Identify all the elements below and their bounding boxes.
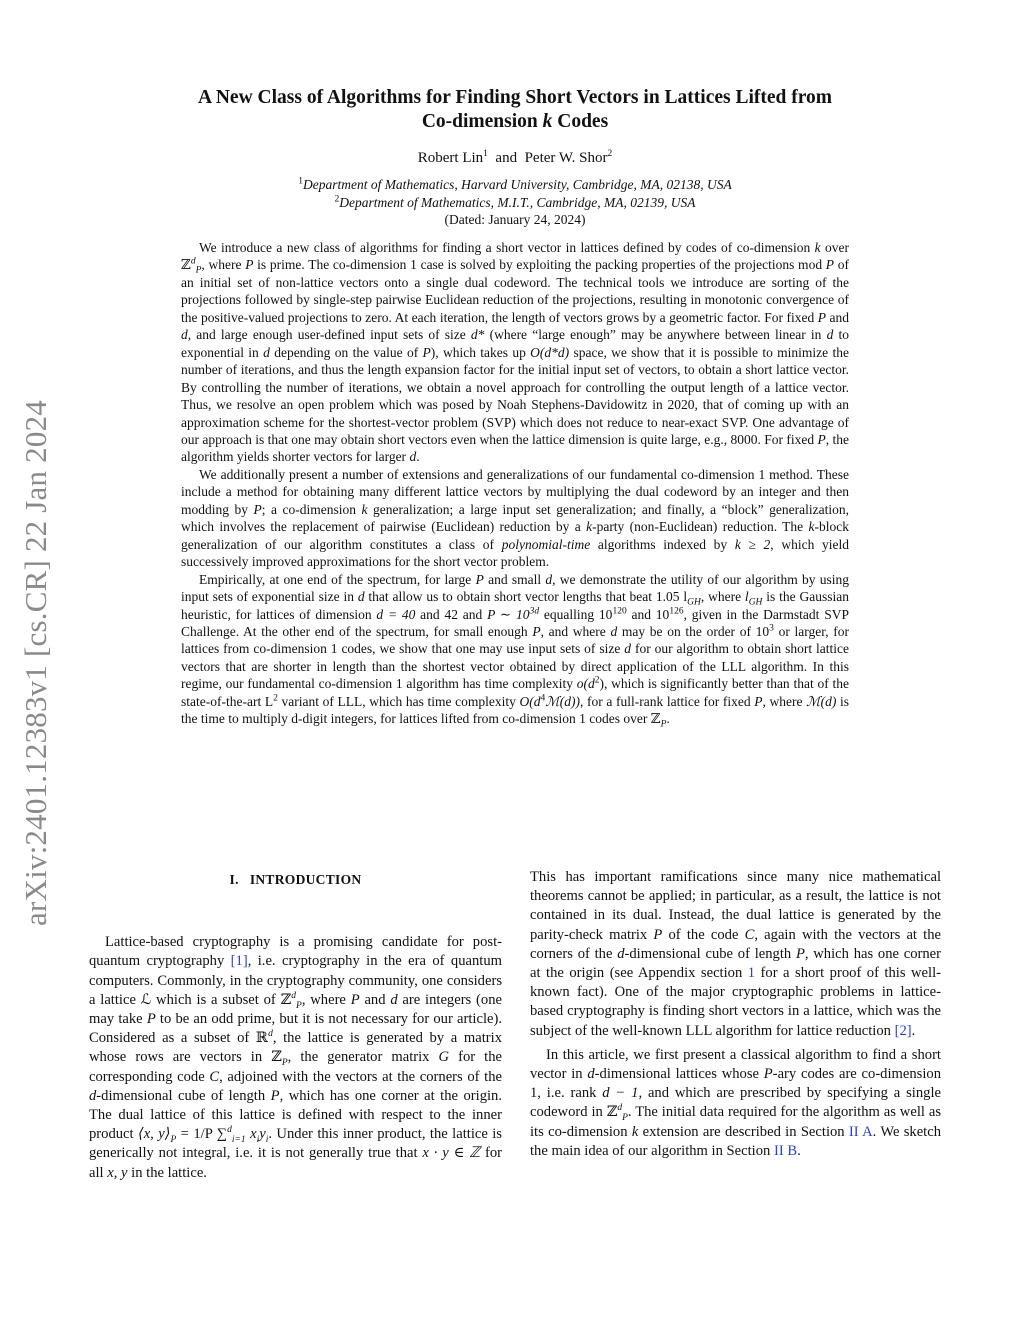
arxiv-sidebar xyxy=(8,0,64,1325)
abstract xyxy=(181,239,849,728)
appendix-link[interactable]: 1 xyxy=(747,965,756,982)
author-list: Robert Lin$^1$ and Peter W. Shor$^2$ xyxy=(417,149,613,166)
left-column xyxy=(89,868,502,1183)
title-line-2: Co-dimension k Codes xyxy=(421,111,609,132)
arxiv-identifier: arXiv:2401.12383v1 [cs.CR] 22 Jan 2024 xyxy=(18,399,54,926)
author-1: Robert Lin xyxy=(417,150,484,166)
affiliation-2: $^2$Department of Mathematics, M.I.T., Cambridge, MA, 02139, USA xyxy=(334,194,696,210)
affiliation-1: $^1$Department of Mathematics, Harvard University, Cambridge, MA, 02138, USA xyxy=(298,176,732,192)
abstract-paragraph: Empirically, at one end of the spectrum, for large P and small d, we demonstrate the utility of our algorithm by using input sets of exponential size in d that allow us to obtain short vector lengths that beat 1.05 $l_{GH}$, where $l_{GH}$ is the Gaussian heuristic, for lattices of dimension d = 40 and 42 and P ∼ $10^{3d}$ equalling $10^{120}$ and $10^{126}$, given in the Darmstadt SVP Challenge. At the other end of the spectrum, for small enough P, and where d may be on the order of $10^3$ or larger, for lattices from co-dimension 1 codes, we show that one may use input sets of size d for our algorithm to obtain short lattice vectors that are shorter in length than the shortest vector obtained by direct application of the LLL algorithm. In this regime, our fundamental co-dimension 1 algorithm has time complexity $o(d^2)$, which is significantly better than that of the state-of-the-art $L^2$ variant of LLL, which has time complexity $O(d^4ℳ(d))$, for a full-rank lattice for fixed P, where ℳ(d) is the time to multiply d-digit integers, for lattices lifted from co-dimension 1 codes over ℤ$_P$. xyxy=(181,571,850,730)
section-link[interactable]: II B xyxy=(773,1142,798,1159)
date-line: (Dated: January 24, 2024) xyxy=(444,212,586,227)
title-line-1: A New Class of Algorithms for Finding Short Vectors in Lattices Lifted from xyxy=(197,87,833,108)
affiliations xyxy=(110,176,920,229)
right-column xyxy=(530,868,941,1161)
intro-paragraph: Lattice-based cryptography is a promising candidate for post-quantum cryptography [1], i.e. cryptography in the era of quantum computers. Commonly, in the cryptography community, one considers a lattice ℒ which is a subset of ℤ$^d_P$, where P and d are integers (one may take P to be an odd prime, but it is not necessary for our article). Considered as a subset of ℝ$^d$, the lattice is generated by a matrix whose rows are vectors in ℤ$_P$, the generator matrix G for the corresponding code C, adjoined with the vectors at the corners of the d-dimensional cube of length P, which has one corner at the origin. The dual lattice of this lattice is defined with respect to the inner product ⟨x, $y⟩_P = 1/P$ ∑$^d_{i=1}$ $x_iy_i$. Under this inner product, the lattice is generically not integral, i.e. it is not generally true that x · y ∈ ℤ for all x, y in the lattice. xyxy=(89,934,502,1181)
abstract-paragraph: We introduce a new class of algorithms for finding a short vector in lattices defined by codes of co-dimension k over ℤ$^d_P$, where P is prime. The co-dimension 1 case is solved by exploiting the packing properties of the projections mod P of an initial set of non-lattice vectors onto a single dual codeword. The technical tools we introduce are sorting of the projections followed by single-step pairwise Euclidean reduction of the projections, resulting in monotonic convergence of the positive-valued projections to zero. At each iteration, the length of vectors grows by a geometric factor. For fixed P and d, and large enough user-defined input sets of size d* (where “large enough” may be anywhere between linear in d to exponential in d depending on the value of P), which takes up O(d*d) space, we show that it is possible to minimize the number of iterations, and thus the length expansion factor for the initial input set of vectors, to obtain a short lattice vector. By controlling the number of iterations, we obtain a novel approach for controlling the output length of a lattice vector. Thus, we resolve an open problem which was posed by Noah Stephens-Davidowitz in 2020, that of coming up with an approximation scheme for the shortest-vector problem (SVP) which does not reduce to near-exact SVP. One advantage of our approach is that one may obtain short vectors even when the lattice dimension is quite large, e.g., 8000. For fixed P, the algorithm yields shorter vectors for larger d. xyxy=(181,240,849,465)
section-link[interactable]: II A xyxy=(848,1123,873,1140)
section-heading: I. INTRODUCTION xyxy=(229,872,362,887)
body-paragraph: This has important ramifications since many nice mathematical theorems cannot be applied; in particular, as a result, the lattice is not contained in its dual. Instead, the dual lattice is generated by the parity-check matrix P of the code C, again with the vectors at the corners of the d-dimensional cube of length P, which has one corner at the origin (see Appendix section 1 for a short proof of this well-known fact). One of the major cryptographic problems in lattice-based cryptography is finding short vectors in a lattice, which was the subject of the well-known LLL algorithm for lattice reduction [2]. xyxy=(530,869,941,1039)
body-paragraph: In this article, we first present a classical algorithm to find a short vector in d-dimensional lattices whose P-ary codes are co-dimension 1, i.e. rank d − 1, and which are prescribed by specifying a single codeword in ℤ$^d_P$. The initial data required for the algorithm as well as its co-dimension k extension are described in Section II A. We sketch the main idea of our algorithm in Section II B. xyxy=(530,1046,942,1159)
citation-link[interactable]: [1] xyxy=(230,953,248,970)
citation-link[interactable]: [2] xyxy=(894,1022,912,1039)
author-2: Peter W. Shor xyxy=(524,150,608,166)
paper-title xyxy=(110,86,920,134)
abstract-paragraph: We additionally present a number of extensions and generalizations of our fundamental co-dimension 1 method. These include a method for obtaining many different lattice vectors by multiplying the dual codeword by an integer and then modding by P; a co-dimension k generalization; a large input set generalization; and finally, a “block” generalization, which involves the replacement of pairwise (Euclidean) reduction by a k-party (non-Euclidean) reduction. The k-block generalization of our algorithm constitutes a class of polynomial-time algorithms indexed by k ≥ 2, which yield successively improved approximations for the short vector problem. xyxy=(181,466,850,570)
